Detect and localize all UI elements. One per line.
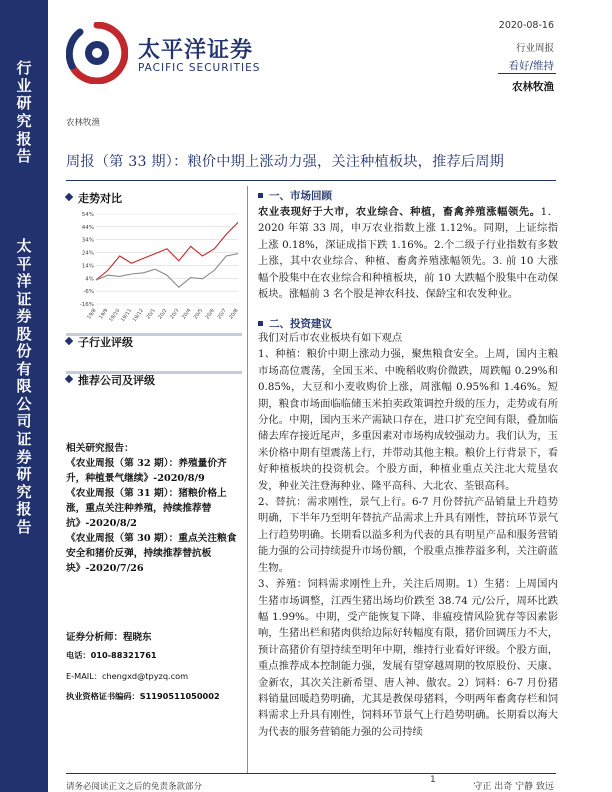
sidebar-char: 洋 — [16, 272, 32, 291]
analyst-license: 执业资格证书编码：S1190511050002 — [66, 691, 220, 701]
sidebar-char: 公 — [16, 394, 32, 413]
related-report-item[interactable]: 《农业周报（第 30 期）：重点关注粮食安全和猪价反弹，持续推荐替抗板块》-2020/7/26 — [66, 533, 237, 575]
chart-y-tick-label: 54% — [81, 212, 94, 218]
trend-heading-text: 走势对比 — [78, 192, 122, 205]
chart-y-tick-label: 24% — [81, 250, 94, 257]
related-report-item[interactable]: 《农业周报（第 31 期）：猪粮价格上涨，重点关注种养殖，持续推荐替抗》-2020/8/2 — [66, 488, 227, 530]
chart-y-ticks — [80, 212, 94, 308]
market-lead: 农业表现好于大市，农业综合、种植，畜禽养殖涨幅领先。 — [258, 206, 541, 218]
sidebar-char: 股 — [16, 324, 32, 343]
sidebar-char: 业 — [16, 76, 32, 95]
sidebar-top-label — [0, 60, 48, 166]
sidebar-char: 券 — [16, 307, 32, 326]
footer-motto: 守正 出奇 宁静 致远 — [473, 782, 554, 792]
sidebar-char: 行 — [16, 59, 32, 77]
chart-x-tick-label: 19/11 — [119, 307, 134, 323]
related-reports — [66, 441, 242, 576]
sidebar-char: 报 — [16, 129, 32, 148]
analyst-phone: 电话：010-88321761 — [66, 650, 157, 660]
invest-paragraph-planting: 1、种植：粮价中期上涨动力强，聚焦粮食安全。上周，国内主粮市场高位震荡，全国玉米、中晚稻收购价微跌，周跌幅 0.29%和 0.85%，大豆和小麦收购价上涨，周涨幅 0.95%和 1.46%。短期，粮食市场面临临储玉米拍卖政策调控升级的压力，走势或有所分化。中期，国内玉米产需缺口存在，进口扩充空间有限，叠加临储去库存接近尾声，多重因素对市场构成较强动力。我们认为，玉米价格中期有望震荡上行，并带动其他主粮。粮价上行背景下，看好种植板块的投资机会。个股方面，种植业重点关注北大荒垦农发，种业关注登海种业、隆平高科、大北农、荃银高科。 — [258, 348, 558, 492]
trend-heading — [66, 190, 122, 206]
chart-series — [96, 222, 238, 287]
sidebar-char: 券 — [16, 447, 32, 466]
column-divider — [247, 186, 248, 773]
header-divider — [498, 73, 556, 74]
sidebar-char: 太 — [16, 237, 32, 255]
sidebar-char: 有 — [16, 359, 32, 378]
chart-x-tick-label: 20/5 — [192, 307, 205, 321]
sidebar-char: 证 — [16, 289, 32, 308]
analyst-email[interactable]: E-MAIL：chengxd@tpyzq.com — [66, 671, 189, 681]
chart-y-tick-label: 4% — [85, 276, 94, 283]
footer-rule — [66, 773, 556, 774]
chart-x-tick-label: 20/4 — [180, 307, 193, 321]
sidebar-char: 限 — [16, 377, 32, 396]
chart-x-tick-label: 20/7 — [216, 307, 228, 321]
sidebar-char: 研 — [16, 94, 32, 113]
pacific-securities-logo-icon — [66, 22, 128, 84]
market-body: 1．2020 年第 33 周，申万农业指数上涨 1.12%。同期，上证综指上涨 0.18%，深证成指下跌 1.16%。2.个二级子行业指数有多数上涨，其中农业综合、种植、畜禽养殖涨幅领先。3. 前 10 大涨幅个股集中在农业综合和种植板块，前 10 大跌幅个股集中在动保板块。涨幅前 3 名个股是神农科技、保龄宝和农发种业。 — [258, 206, 558, 301]
chart-series-line — [96, 222, 238, 280]
chart-x-tick-label: 19/8 — [86, 307, 98, 321]
related-heading: 相关研究报告： — [66, 443, 134, 454]
report-date: 2020-08-16 — [498, 20, 554, 31]
chart-y-tick-label: 34% — [81, 237, 94, 244]
page-number: 1 — [430, 775, 436, 785]
chart-y-tick-label: -16% — [79, 302, 94, 308]
market-review-paragraph — [258, 204, 558, 302]
chart-y-tick-label: 44% — [81, 224, 94, 231]
recommend-heading-text: 推荐公司及评级 — [78, 374, 155, 387]
sidebar-bottom-label — [0, 238, 48, 536]
chart-y-tick-label: -6% — [83, 289, 94, 296]
sidebar-char: 证 — [16, 430, 32, 449]
chart-x-tick-label: 20/1 — [145, 307, 157, 321]
invest-paragraph-breeding: 3、养殖：饲料需求刚性上升，关注后周期。1）生猪：上周国内生猪市场调整，江西生猪出场均价跌至 38.74 元/公斤，周环比跌幅 1.99%。中期，受产能恢复下降、非瘟疫情风险犹存等因素影响，生猪出栏和猪肉供给边际好转幅度有限，猪价回调压力不大，预计高猪价有望持续至明年中期，维持行业看好评级。个股方面，重点推荐成本控制能力强，发展有望穿越周期的牧原股份、天康、金新农，其次关注新希望、唐人神、傲农。2）饲料：6-7 月份猪料销量回暖趋势明确，尤其是教保母猪料，今明两年畜禽存栏和饲料需求上升具有刚性，饲料环节景气上行趋势明确。长期看以海大为代表的服务营销能力强的公司持续 — [258, 578, 558, 738]
chart-x-ticks — [86, 308, 239, 323]
industry-rating: 看好/维持 — [508, 60, 554, 72]
sidebar-char: 份 — [16, 342, 32, 361]
market-review-body — [258, 204, 558, 302]
sidebar-char: 研 — [16, 465, 32, 484]
sidebar-char: 告 — [16, 517, 32, 536]
invest-advice-body — [258, 330, 558, 740]
chart-x-tick-label: 20/6 — [204, 307, 216, 321]
chart-x-tick-label: 20/8 — [228, 307, 240, 321]
invest-paragraph-antibiotic: 2、替抗：需求刚性，景气上行。6-7 月份替抗产品销量上升趋势明确，下半年乃至明年替抗产品需求上升具有刚性，替抗环节景气上行趋势明确。长期看以溢多利为代表的具有明星产品和服务营销能力强的公司持续提升市场份额，个股重点推荐溢多利，关注蔚蓝生物。 — [258, 496, 558, 574]
chart-x-tick-label: 19/10 — [108, 307, 122, 323]
market-review-heading — [258, 188, 332, 203]
diamond-bullet-icon — [65, 193, 73, 201]
sidebar-char: 平 — [16, 254, 32, 273]
brand-name-en: PACIFIC SECURITIES — [138, 62, 261, 74]
invest-advice-heading-text: 二、投资建议 — [269, 318, 332, 330]
chart-x-tick-label: 19/12 — [131, 307, 145, 323]
page-title: 周报（第 33 期）：粮价中期上涨动力强，关注种植板块，推荐后周期 — [66, 154, 505, 170]
footer-disclaimer[interactable]: 请务必阅读正文之后的免责条款部分 — [66, 782, 203, 792]
trend-chart — [70, 208, 242, 330]
invest-advice-heading — [258, 316, 332, 331]
chart-x-tick-label: 20/3 — [169, 307, 181, 321]
sidebar-char: 究 — [16, 112, 32, 131]
sub-rating-heading — [66, 334, 133, 350]
chart-x-tick-label: 20/2 — [157, 307, 169, 321]
chart-x-tick-label: 19/9 — [98, 307, 110, 321]
sidebar-char: 告 — [16, 147, 32, 166]
related-report-item[interactable]: 《农业周报（第 32 期）：养殖量价齐升，种植景气继续》-2020/8/9 — [66, 458, 227, 485]
sidebar — [0, 0, 48, 792]
recommend-heading — [66, 372, 155, 388]
diamond-bullet-icon — [65, 337, 73, 345]
chart-y-tick-label: 14% — [81, 263, 94, 270]
industry-name: 农林牧渔 — [512, 81, 554, 93]
brand-name-cn: 太平洋证券 — [138, 38, 254, 63]
title-rule — [66, 180, 556, 181]
sidebar-char: 司 — [16, 412, 32, 431]
market-review-heading-text: 一、市场回顾 — [269, 190, 332, 202]
diamond-bullet-icon — [65, 375, 73, 383]
square-bullet-icon — [258, 321, 263, 326]
industry-subline: 农林牧渔 — [66, 118, 101, 128]
invest-intro: 我们对后市农业板块有如下观点 — [258, 332, 403, 344]
sidebar-char: 究 — [16, 482, 32, 501]
sub-rating-heading-text: 子行业评级 — [78, 336, 133, 349]
sidebar-char: 报 — [16, 500, 32, 519]
analyst-name: 证券分析师：程晓东 — [66, 632, 152, 643]
square-bullet-icon — [258, 193, 263, 198]
report-type: 行业周报 — [515, 43, 554, 54]
